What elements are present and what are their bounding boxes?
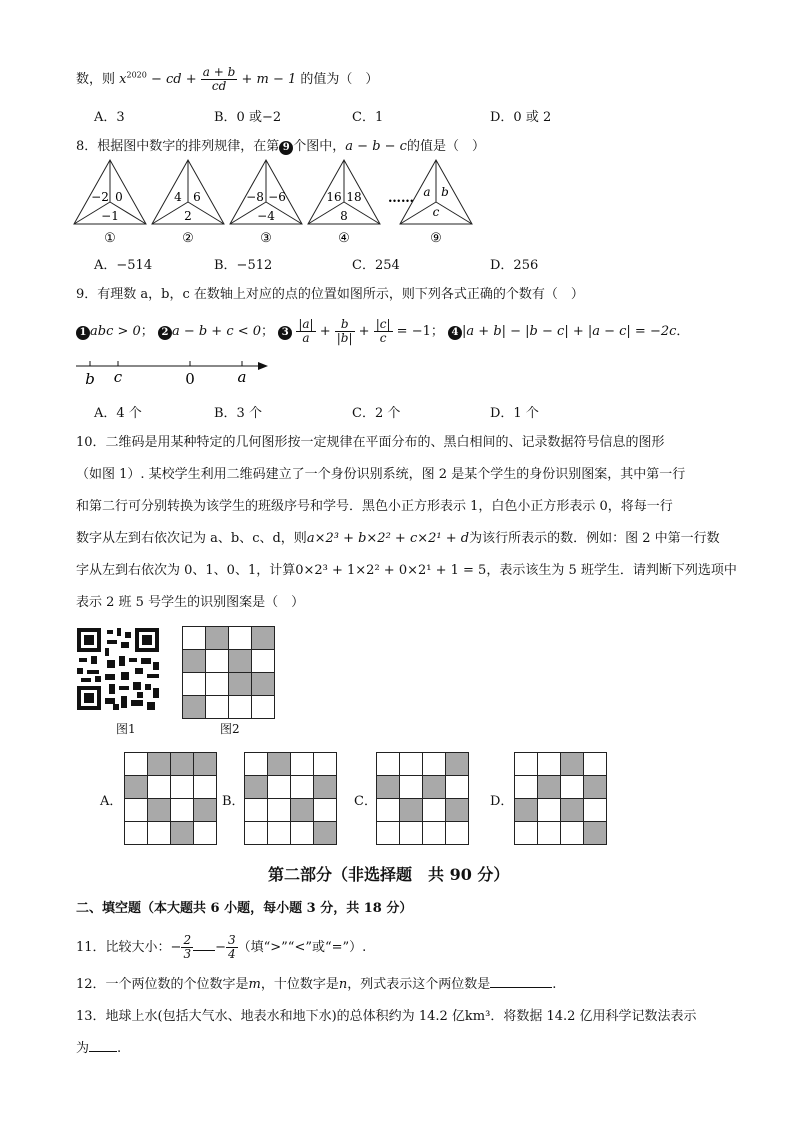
fig2-cell	[183, 696, 206, 719]
triangle-1-bottom: −1	[101, 209, 119, 223]
fig2-cell	[206, 650, 229, 673]
triangle-3-label: ③	[260, 231, 272, 246]
triangle-1-label: ①	[104, 231, 116, 246]
q8-stem: 8．根据图中数字的排列规律，在第 9 个图中，a − b − c的值是（ ）	[76, 139, 485, 154]
option-cell	[125, 822, 148, 845]
option-cell	[148, 799, 171, 822]
option-cell	[377, 799, 400, 822]
q10-line-2: （如图 1）. 某校学生利用二维码建立了一个身份识别系统，图 2 是某个学生的身份识别图案，其中第一行	[76, 467, 686, 482]
fig2-cell	[206, 696, 229, 719]
q9-option-a[interactable]: A．4 个	[94, 406, 142, 421]
fig2-grid	[182, 626, 275, 719]
option-cell	[584, 753, 607, 776]
fig2-cell	[252, 650, 275, 673]
option-cell	[561, 822, 584, 845]
option-cell	[538, 776, 561, 799]
option-cell	[245, 753, 268, 776]
option-cell	[314, 822, 337, 845]
q8-option-b[interactable]: B．−512	[214, 258, 273, 273]
option-cell	[171, 776, 194, 799]
q9-stem: 9．有理数 a，b，c 在数轴上对应的点的位置如图所示，则下列各式正确的个数有（ ）	[76, 287, 584, 302]
option-cell	[148, 822, 171, 845]
q10-option-d-grid[interactable]	[514, 752, 607, 845]
option-cell	[291, 799, 314, 822]
q7-option-b[interactable]: B．0 或−2	[214, 110, 282, 125]
option-cell	[268, 776, 291, 799]
option-cell	[561, 776, 584, 799]
option-cell	[515, 776, 538, 799]
q7-option-c[interactable]: C．1	[352, 110, 384, 125]
q9-option-b[interactable]: B．3 个	[214, 406, 262, 421]
triangle-3	[230, 160, 302, 246]
option-cell	[194, 753, 217, 776]
section-fill-in-heading: 二、填空题（本大题共 6 小题，每小题 3 分，共 18 分）	[76, 901, 413, 916]
option-cell	[423, 776, 446, 799]
fig2-cell	[183, 627, 206, 650]
triangle-3-right: −6	[268, 190, 286, 204]
triangle-2-right: 6	[193, 190, 201, 204]
option-cell	[314, 799, 337, 822]
q10-line-5: 字从左到右依次为 0、1、0、1，计算0×2³ + 1×2² + 0×2¹ + 1 = 5，表示该生为 5 班学生．请判断下列选项中	[76, 563, 737, 578]
q8-circled-number: 9	[279, 141, 293, 155]
option-cell	[125, 753, 148, 776]
fig2-label: 图2	[220, 722, 240, 736]
option-cell	[377, 753, 400, 776]
option-cell	[245, 822, 268, 845]
q10-option-d-label[interactable]: D．	[490, 794, 514, 809]
q8-ellipsis: ……	[388, 191, 414, 206]
option-cell	[446, 753, 469, 776]
option-cell	[245, 776, 268, 799]
option-cell	[400, 822, 423, 845]
q8-option-c[interactable]: C．254	[352, 258, 400, 273]
triangle-3-bottom: −4	[257, 209, 275, 223]
option-cell	[268, 799, 291, 822]
option-cell	[171, 799, 194, 822]
triangle-3-left: −8	[246, 190, 264, 204]
triangle-4-left: 16	[326, 190, 342, 204]
option-cell	[194, 776, 217, 799]
option-cell	[515, 822, 538, 845]
triangle-9-right: b	[441, 185, 449, 199]
option-cell	[171, 822, 194, 845]
q8-option-d[interactable]: D．256	[490, 258, 539, 273]
option-cell	[291, 753, 314, 776]
triangle-2	[152, 160, 224, 246]
option-cell	[446, 799, 469, 822]
q11-answer-blank[interactable]	[193, 950, 215, 951]
q11-line: 11．比较大小：− $\frac{2}{3}$ − $\frac{3}{4}$ （填“>”“<”或“=”）.	[76, 933, 367, 961]
triangle-2-bottom: 2	[184, 209, 192, 223]
q12-answer-blank[interactable]	[490, 987, 552, 988]
fig2-cell	[229, 696, 252, 719]
fig2-cell	[229, 627, 252, 650]
axis-label-c: c	[113, 368, 123, 386]
q12-line: 12．一个两位数的个位数字是m，十位数字是n，列式表示这个两位数是 .	[76, 977, 557, 992]
option-cell	[538, 822, 561, 845]
option-cell	[400, 776, 423, 799]
option-cell	[515, 799, 538, 822]
part2-heading: 第二部分（非选择题 共 90 分）	[268, 865, 510, 884]
q10-option-a-grid[interactable]	[124, 752, 217, 845]
q7-line: 数，则 $x^{2020}$ − cd + $\frac{a + b}{cd}$ + m − 1 的值为（ ）	[76, 65, 379, 93]
option-cell	[148, 753, 171, 776]
triangle-4-bottom: 8	[340, 209, 348, 223]
option-cell	[291, 776, 314, 799]
triangle-1-right: 0	[115, 190, 123, 204]
option-cell	[148, 776, 171, 799]
fig2-cell	[252, 696, 275, 719]
q7-option-d[interactable]: D．0 或 2	[490, 110, 552, 125]
qr-code-figure	[77, 628, 159, 710]
triangle-9-bottom: c	[432, 205, 440, 219]
triangle-4-label: ④	[338, 231, 350, 246]
option-cell	[538, 799, 561, 822]
option-cell	[515, 753, 538, 776]
option-cell	[423, 822, 446, 845]
option-cell	[314, 776, 337, 799]
fig2-cell	[206, 673, 229, 696]
fig2-cell	[229, 650, 252, 673]
option-cell	[125, 799, 148, 822]
option-cell	[561, 799, 584, 822]
option-cell	[268, 822, 291, 845]
option-cell	[268, 753, 291, 776]
option-cell	[400, 753, 423, 776]
triangle-9-label: ⑨	[430, 231, 442, 246]
q10-option-b-grid[interactable]	[244, 752, 337, 845]
q9-option-c[interactable]: C．2 个	[352, 406, 401, 421]
option-cell	[245, 799, 268, 822]
triangle-4	[308, 160, 380, 246]
q8-triangle-figures	[70, 158, 490, 246]
q10-option-c-grid[interactable]	[376, 752, 469, 845]
option-cell	[584, 776, 607, 799]
q8-option-a[interactable]: A．−514	[94, 258, 153, 273]
q10-line-4: 数字从左到右依次记为 a、b、c、d，则a×2³ + b×2² + c×2¹ + d为该行所表示的数．例如：图 2 中第一行数	[76, 531, 720, 546]
fig2-cell	[183, 673, 206, 696]
q10-line-1: 10．二维码是用某种特定的几何图形按一定规律在平面分布的、黑白相间的、记录数据符号信息的图形	[76, 435, 665, 450]
q10-option-b-label[interactable]: B．	[222, 794, 245, 809]
option-cell	[377, 822, 400, 845]
option-cell	[400, 799, 423, 822]
option-cell	[446, 822, 469, 845]
option-cell	[561, 753, 584, 776]
option-cell	[584, 799, 607, 822]
fig1-label: 图1	[116, 722, 136, 736]
q13-line-2: 为 .	[76, 1041, 122, 1056]
q9-number-line	[72, 356, 272, 388]
axis-label-0: 0	[185, 370, 195, 388]
q7-option-a[interactable]: A．3	[94, 110, 125, 125]
q10-option-a-label[interactable]: A．	[100, 794, 123, 809]
q10-line-6: 表示 2 班 5 号学生的识别图案是（ ）	[76, 595, 305, 610]
option-cell	[314, 753, 337, 776]
option-cell	[538, 753, 561, 776]
fig2-cell	[229, 673, 252, 696]
fig2-cell	[252, 673, 275, 696]
q7-fraction: $\frac{a + b}{cd}$	[202, 65, 236, 93]
option-cell	[125, 776, 148, 799]
q10-option-c-label[interactable]: C．	[354, 794, 377, 809]
triangle-1	[74, 160, 146, 246]
q13-line-1: 13．地球上水(包括大气水、地表水和地下水)的总体积约为 14.2 亿km³．将数据 14.2 亿用科学记数法表示	[76, 1009, 697, 1024]
triangle-2-label: ②	[182, 231, 194, 246]
axis-label-b: b	[85, 370, 95, 388]
q10-line-3: 和第二行可分别转换为该学生的班级序号和学号．黑色小正方形表示 1，白色小正方形表示 0，将每一行	[76, 499, 673, 514]
triangle-2-left: 4	[174, 190, 182, 204]
option-cell	[291, 822, 314, 845]
q13-answer-blank[interactable]	[89, 1051, 117, 1052]
option-cell	[377, 776, 400, 799]
option-cell	[171, 753, 194, 776]
triangle-4-right: 18	[346, 190, 362, 204]
option-cell	[584, 822, 607, 845]
option-cell	[423, 753, 446, 776]
option-cell	[194, 822, 217, 845]
fig2-cell	[183, 650, 206, 673]
fig2-cell	[206, 627, 229, 650]
q9-statements: 1 abc > 0； 2 a − b + c < 0； 3 $\frac{|a|}{a}$ + $\frac{b}{|b|}$ + $\frac{|c|}{c}$ = −1； 4 |a + b| − |b − c| + |a − c| = −2c．	[76, 318, 689, 346]
triangle-9-left: a	[423, 185, 431, 199]
axis-label-a: a	[237, 368, 247, 386]
option-cell	[446, 776, 469, 799]
triangle-1-left: −2	[91, 190, 109, 204]
fig2-cell	[252, 627, 275, 650]
q9-option-d[interactable]: D．1 个	[490, 406, 539, 421]
option-cell	[194, 799, 217, 822]
option-cell	[423, 799, 446, 822]
